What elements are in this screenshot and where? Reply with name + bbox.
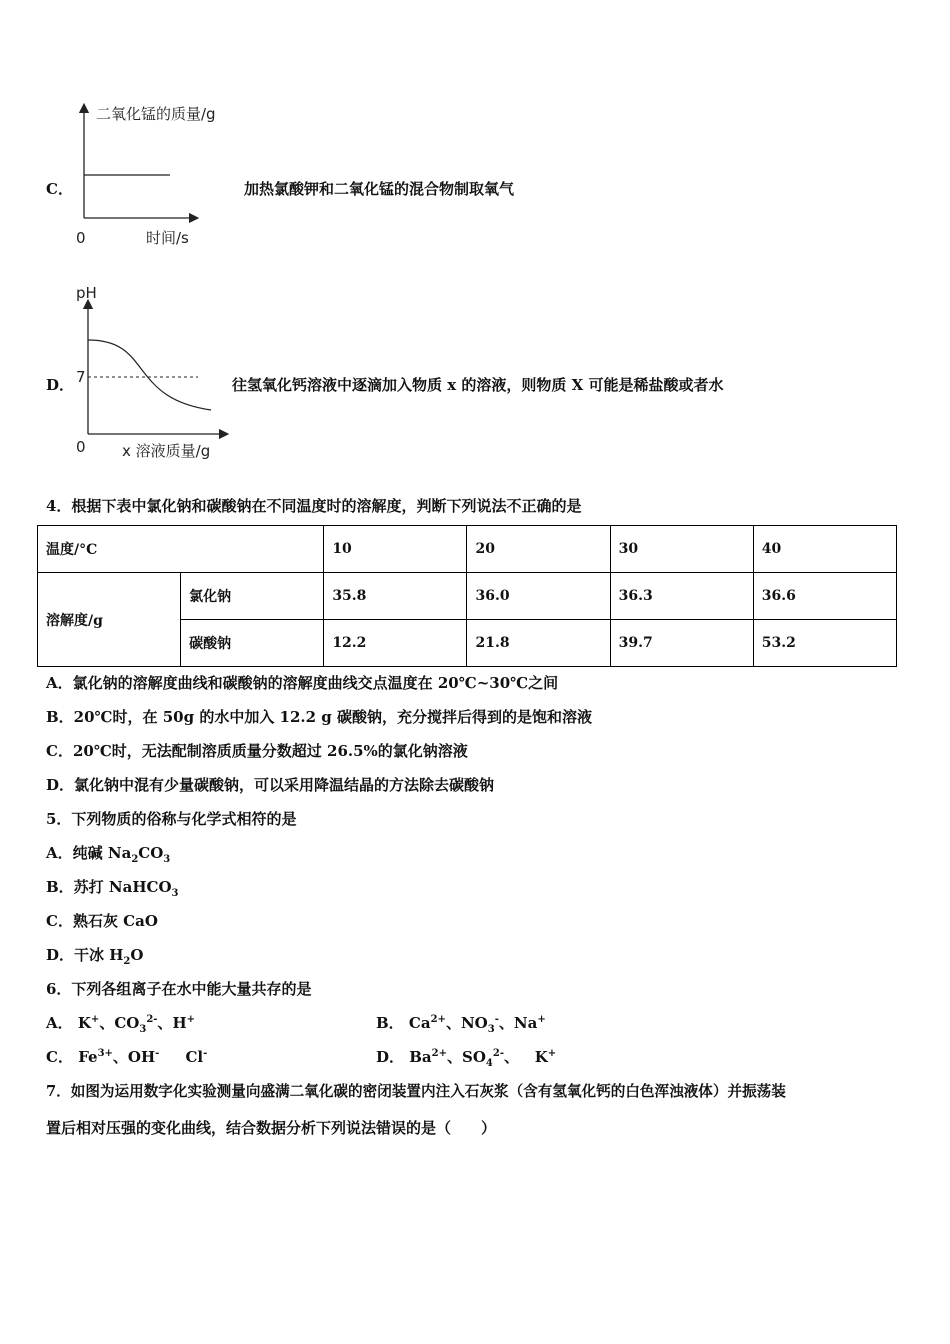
q6-option-b	[376, 1012, 546, 1035]
q3-c-desc: 加热氯酸钾和二氧化锰的混合物制取氧气	[244, 180, 515, 198]
table-row-nacl	[38, 573, 897, 620]
ion: NO	[460, 1014, 488, 1032]
ion-charge: +	[186, 1014, 196, 1025]
q5-option-b	[46, 876, 178, 899]
ion-sub: 4	[485, 1058, 493, 1069]
q3-d-graph	[70, 282, 235, 464]
formula-sub: 3	[171, 888, 179, 899]
value-cell: 39.7	[610, 620, 753, 667]
ion-sub: 3	[139, 1024, 147, 1035]
value-cell: 21.8	[467, 620, 610, 667]
formula-sub: 2	[123, 956, 131, 967]
separator: 、	[447, 1048, 463, 1066]
formula-part: O	[130, 946, 144, 964]
ion-charge: 3+	[97, 1048, 113, 1059]
q3-d-ref-7: 7	[76, 368, 86, 386]
ion-charge: +	[537, 1014, 546, 1025]
q3-d-origin: 0	[76, 438, 86, 456]
q6-b-label: B．	[376, 1014, 404, 1032]
separator: 、	[99, 1014, 115, 1032]
q5-b-prefix: B．苏打	[46, 878, 109, 896]
separator: 、	[498, 1014, 514, 1032]
table-row-temp	[38, 526, 897, 573]
ion-charge: -	[494, 1014, 499, 1025]
ion: Ca	[408, 1014, 431, 1032]
temp-cell: 10	[324, 526, 467, 573]
value-cell: 36.3	[610, 573, 753, 620]
solubility-label-cell: 溶解度/g	[38, 573, 181, 667]
substance-name-cell: 碳酸钠	[181, 620, 324, 667]
ion-charge: 2+	[431, 1048, 447, 1059]
separator: 、	[112, 1048, 128, 1066]
q3-c-origin: 0	[76, 229, 86, 247]
value-cell: 53.2	[753, 620, 896, 667]
q3-c-graph	[70, 100, 240, 250]
separator: 、	[504, 1048, 520, 1066]
ion: Fe	[78, 1048, 98, 1066]
ion: Ba	[409, 1048, 432, 1066]
formula-sub: 2	[131, 854, 139, 865]
q5-option-a	[46, 842, 170, 865]
q4-stem: 4．根据下表中氯化钠和碳酸钠在不同温度时的溶解度，判断下列说法不正确的是	[46, 497, 582, 515]
q5-stem: 5．下列物质的俗称与化学式相符的是	[46, 810, 297, 828]
ion-charge: -	[203, 1048, 208, 1059]
q6-c-label: C．	[46, 1048, 73, 1066]
ion: SO	[462, 1048, 486, 1066]
q6-d-label: D．	[376, 1048, 405, 1066]
ion: OH	[127, 1048, 156, 1066]
temp-label-cell: 温度/°C	[38, 526, 324, 573]
q6-option-a	[46, 1012, 195, 1035]
formula-part: H	[109, 946, 124, 964]
value-cell: 36.0	[467, 573, 610, 620]
ion-charge: 2-	[146, 1014, 158, 1025]
q7-line-2: 置后相对压强的变化曲线，结合数据分析下列说法错误的是（ ）	[46, 1119, 497, 1137]
ion: H	[172, 1014, 187, 1032]
temp-cell: 40	[753, 526, 896, 573]
formula-part: NaHCO	[108, 878, 172, 896]
formula-part: CO	[138, 844, 164, 862]
ion: CO	[114, 1014, 140, 1032]
ion: Cl	[185, 1048, 204, 1066]
ion-sub: 3	[487, 1024, 495, 1035]
q6-option-c	[46, 1046, 207, 1067]
separator: 、	[157, 1014, 173, 1032]
q5-d-prefix: D．干冰	[46, 946, 110, 964]
q3-d-desc: 往氢氧化钙溶液中逐滴加入物质 x 的溶液，则物质 X 可能是稀盐酸或者水	[232, 376, 724, 394]
value-cell: 35.8	[324, 573, 467, 620]
q4-option-a: A．氯化钠的溶解度曲线和碳酸钠的溶解度曲线交点温度在 20℃~30℃之间	[46, 674, 559, 692]
ion: K	[77, 1014, 91, 1032]
ion-charge: +	[547, 1048, 557, 1059]
substance-name-cell: 氯化钠	[181, 573, 324, 620]
q5-a-prefix: A．纯碱	[46, 844, 108, 862]
q5-option-c	[46, 910, 158, 931]
q3-d-xlabel: x 溶液质量/g	[122, 442, 211, 460]
q3-d-curve	[88, 340, 211, 410]
value-cell: 12.2	[324, 620, 467, 667]
q3-c-ylabel: 二氧化锰的质量/g	[96, 105, 216, 123]
q4-option-c: C．20℃时，无法配制溶质质量分数超过 26.5%的氯化钠溶液	[46, 742, 468, 760]
ion: K	[534, 1048, 548, 1066]
solubility-table	[37, 525, 897, 667]
formula-sub: 3	[163, 854, 171, 865]
temp-cell: 20	[467, 526, 610, 573]
q3-d-ylabel: pH	[76, 284, 97, 302]
formula-part: CaO	[123, 912, 158, 930]
q6-option-d	[376, 1046, 556, 1069]
q3-c-label: C．	[46, 180, 73, 198]
q3-c-xlabel: 时间/s	[146, 229, 189, 247]
q6-a-label: A．	[46, 1014, 73, 1032]
ion-charge: 2+	[430, 1014, 446, 1025]
q3-d-label: D．	[46, 376, 75, 394]
ion: Na	[513, 1014, 538, 1032]
q7-line-1: 7．如图为运用数字化实验测量向盛满二氧化碳的密闭装置内注入石灰浆（含有氢氧化钙的白色浑浊液体）并振荡装	[46, 1083, 786, 1100]
separator: 、	[445, 1014, 461, 1032]
ion-charge: +	[90, 1014, 100, 1025]
temp-cell: 30	[610, 526, 753, 573]
q4-option-b: B．20℃时，在 50g 的水中加入 12.2 g 碳酸钠，充分搅拌后得到的是饱和溶液	[46, 708, 593, 726]
value-cell: 36.6	[753, 573, 896, 620]
q5-c-prefix: C．熟石灰	[46, 912, 124, 930]
ion-charge: 2-	[492, 1048, 504, 1059]
q6-stem: 6．下列各组离子在水中能大量共存的是	[46, 980, 312, 998]
formula-part: Na	[107, 844, 132, 862]
q5-option-d	[46, 944, 143, 967]
q4-option-d: D．氯化钠中混有少量碳酸钠，可以采用降温结晶的方法除去碳酸钠	[46, 776, 495, 794]
ion-charge: -	[155, 1048, 160, 1059]
